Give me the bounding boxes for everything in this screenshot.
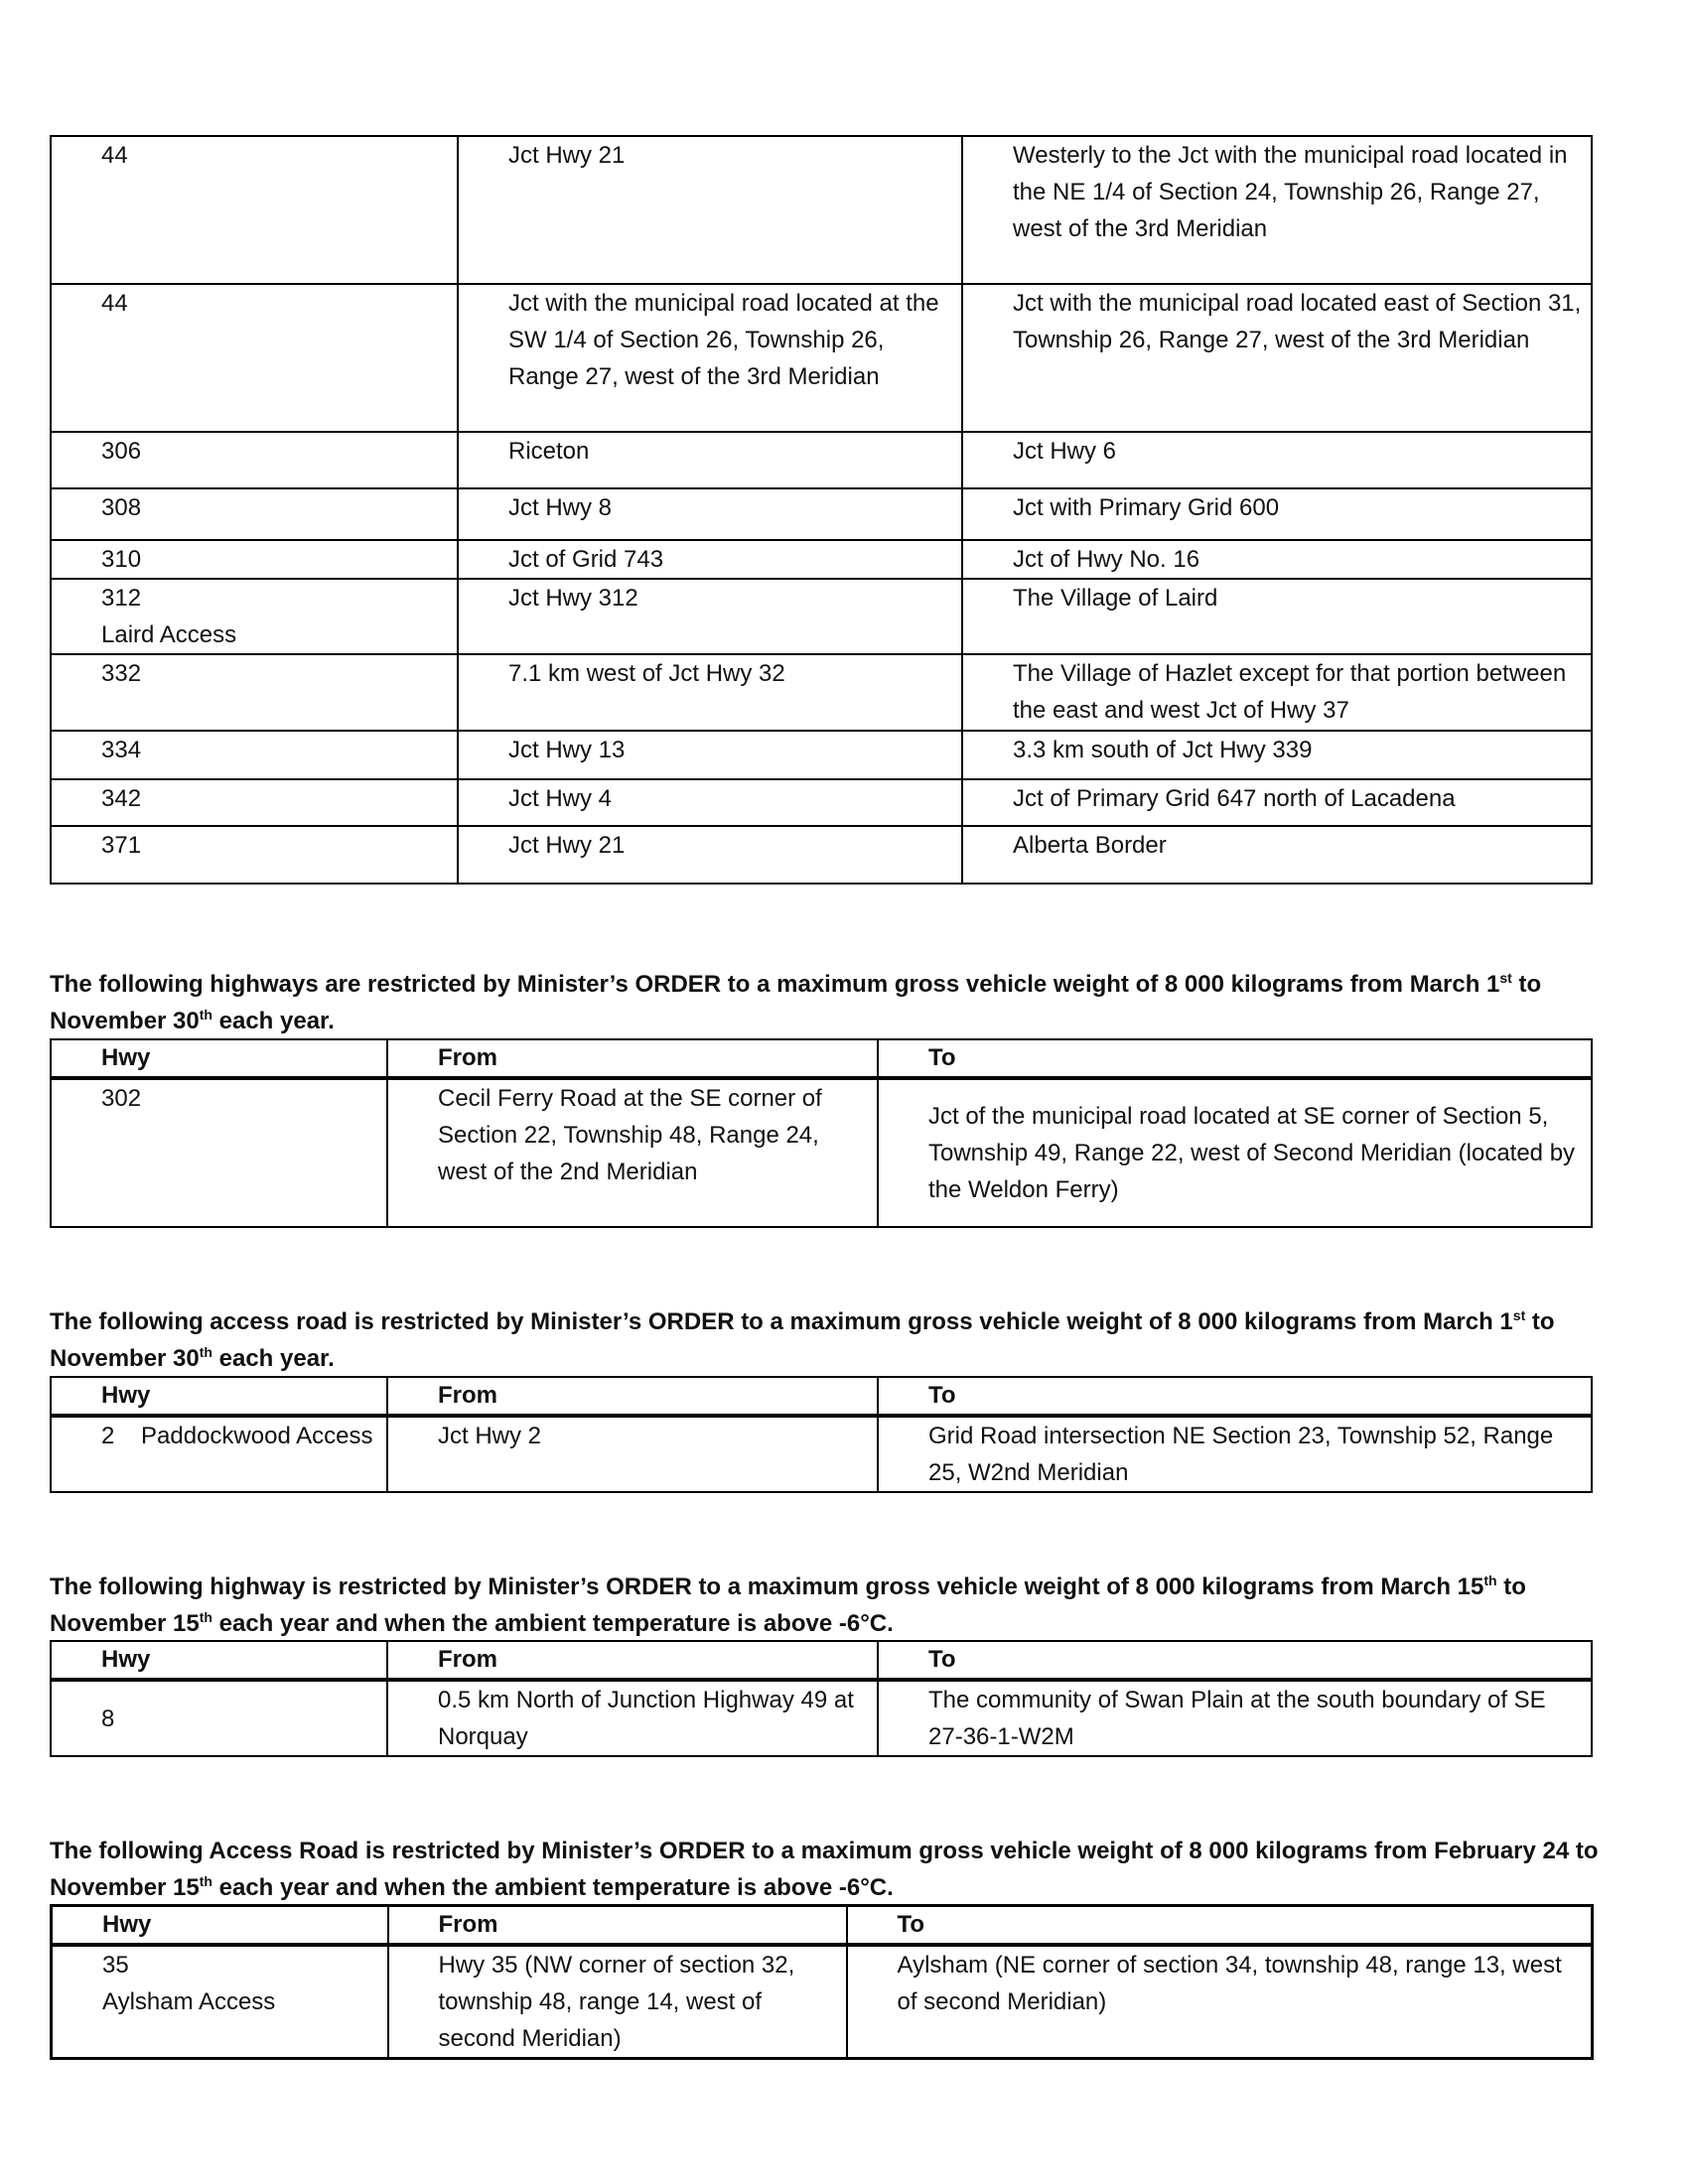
column-header-hwy: Hwy [52,1906,388,1946]
access-road-march-november-table [50,1376,1593,1493]
heading-text: The following access road is restricted by Minister’s ORDER to a maximum gross vehicle weight of 8 000 kilograms from March 1 [50,1308,1513,1335]
hwy-cell: 8 [51,1680,387,1756]
column-header-from: From [387,1039,878,1078]
table-header-row [51,1039,1592,1078]
to-cell: Alberta Border [962,826,1592,884]
ordinal-suffix: th [199,1344,212,1360]
table-row [51,1078,1592,1227]
column-header-from: From [387,1641,878,1680]
to-cell: Westerly to the Jct with the municipal road located in the NE 1/4 of Section 24, Township 26, Range 27, west of the 3rd Meridian [962,136,1592,284]
table-row [51,826,1592,884]
to-cell: The Village of Hazlet except for that portion between the east and west Jct of Hwy 37 [962,654,1592,731]
hwy-cell: 332 [51,654,458,731]
column-header-to: To [847,1906,1593,1946]
from-cell: Jct Hwy 21 [458,826,962,884]
hwy-cell: 44 [51,284,458,432]
highways-march-november-table [50,1038,1593,1228]
to-cell: The Village of Laird [962,579,1592,654]
table-row [52,1945,1593,2059]
hwy-cell: 302 [51,1078,387,1227]
to-cell: Jct of Hwy No. 16 [962,540,1592,579]
table-header-row [51,1641,1592,1680]
ordinal-suffix: st [1499,970,1512,986]
restricted-highways-table [50,135,1593,885]
table-row [51,488,1592,540]
table-header-row [52,1906,1593,1946]
from-cell: Jct Hwy 8 [458,488,962,540]
ordinal-suffix: st [1512,1307,1526,1323]
table-row [51,731,1592,779]
from-cell: Jct Hwy 312 [458,579,962,654]
ordinal-suffix: th [199,1609,212,1625]
hwy-cell [51,579,458,654]
hwy-cell [52,1945,388,2059]
table-row [51,136,1592,284]
section-heading [50,966,1648,1039]
section-heading [50,1833,1648,1906]
section-heading [50,1303,1648,1377]
hwy-cell: 2 Paddockwood Access [51,1416,387,1492]
table-row [51,579,1592,654]
heading-text: to November 30 [50,1308,1555,1372]
hwy-cell: 371 [51,826,458,884]
from-cell: Jct of Grid 743 [458,540,962,579]
hwy-cell: 306 [51,432,458,488]
from-cell: Hwy 35 (NW corner of section 32, township 48, range 14, west of second Meridian) [388,1945,847,2059]
column-header-from: From [387,1377,878,1416]
column-header-to: To [878,1641,1592,1680]
from-cell: Jct Hwy 4 [458,779,962,826]
hwy-number: 312 [101,585,142,612]
column-header-hwy: Hwy [51,1039,387,1078]
to-cell: Jct with Primary Grid 600 [962,488,1592,540]
table-row [51,779,1592,826]
to-cell: Aylsham (NE corner of section 34, township 48, range 13, west of second Meridian) [847,1945,1593,2059]
from-cell: Jct Hwy 13 [458,731,962,779]
heading-text: each year and when the ambient temperature is above -6°C. [211,1610,894,1637]
heading-text: The following highways are restricted by Minister’s ORDER to a maximum gross vehicle weight of 8 000 kilograms from March 1 [50,971,1500,998]
hwy-access-name: Laird Access [101,621,237,648]
hwy-cell: 342 [51,779,458,826]
heading-text: each year and when the ambient temperature is above -6°C. [211,1874,894,1901]
highway-march-november-temperature-table [50,1640,1593,1757]
column-header-hwy: Hwy [51,1377,387,1416]
heading-text: each year. [211,1345,335,1372]
hwy-access-name: Aylsham Access [102,1988,276,2015]
heading-text: to November 30 [50,971,1542,1034]
table-row [51,1416,1592,1492]
table-row [51,540,1592,579]
hwy-number: 44 [101,142,128,169]
hwy-cell: 310 [51,540,458,579]
ordinal-suffix: th [1483,1572,1497,1588]
table-header-row [51,1377,1592,1416]
hwy-cell: 308 [51,488,458,540]
column-header-hwy: Hwy [51,1641,387,1680]
from-cell: 0.5 km North of Junction Highway 49 at Norquay [387,1680,878,1756]
hwy-number: 35 [102,1952,129,1979]
from-cell: Jct Hwy 21 [458,136,962,284]
ordinal-suffix: th [199,1007,212,1023]
section-heading [50,1569,1648,1642]
from-cell: Jct with the municipal road located at the SW 1/4 of Section 26, Township 26, Range 27, west of the 3rd Meridian [458,284,962,432]
to-cell: 3.3 km south of Jct Hwy 339 [962,731,1592,779]
heading-text: The following Access Road is restricted by Minister’s ORDER to a maximum gross vehicle weight of 8 000 kilograms from February 24 to November 15 [50,1838,1599,1901]
to-cell: Grid Road intersection NE Section 23, Township 52, Range 25, W2nd Meridian [878,1416,1592,1492]
access-road-february-november-table [50,1904,1594,2060]
heading-text: each year. [211,1008,335,1034]
heading-text: The following highway is restricted by Minister’s ORDER to a maximum gross vehicle weight of 8 000 kilograms from March 15 [50,1573,1484,1600]
ordinal-suffix: th [199,1873,212,1889]
to-cell: The community of Swan Plain at the south boundary of SE 27-36-1-W2M [878,1680,1592,1756]
table-row [51,1680,1592,1756]
hwy-cell: 334 [51,731,458,779]
heading-text: to November 15 [50,1573,1526,1637]
to-cell: Jct with the municipal road located east of Section 31, Township 26, Range 27, west of the 3rd Meridian [962,284,1592,432]
hwy-cell [51,136,458,284]
from-cell: Riceton [458,432,962,488]
table-row [51,284,1592,432]
to-cell: Jct of the municipal road located at SE corner of Section 5, Township 49, Range 22, west of Second Meridian (located by the Weldon Ferry) [878,1078,1592,1227]
to-cell: Jct Hwy 6 [962,432,1592,488]
column-header-from: From [388,1906,847,1946]
table-row [51,654,1592,731]
column-header-to: To [878,1039,1592,1078]
to-cell: Jct of Primary Grid 647 north of Lacadena [962,779,1592,826]
from-cell: 7.1 km west of Jct Hwy 32 [458,654,962,731]
from-cell: Cecil Ferry Road at the SE corner of Section 22, Township 48, Range 24, west of the 2nd Meridian [387,1078,878,1227]
column-header-to: To [878,1377,1592,1416]
from-cell: Jct Hwy 2 [387,1416,878,1492]
table-row [51,432,1592,488]
